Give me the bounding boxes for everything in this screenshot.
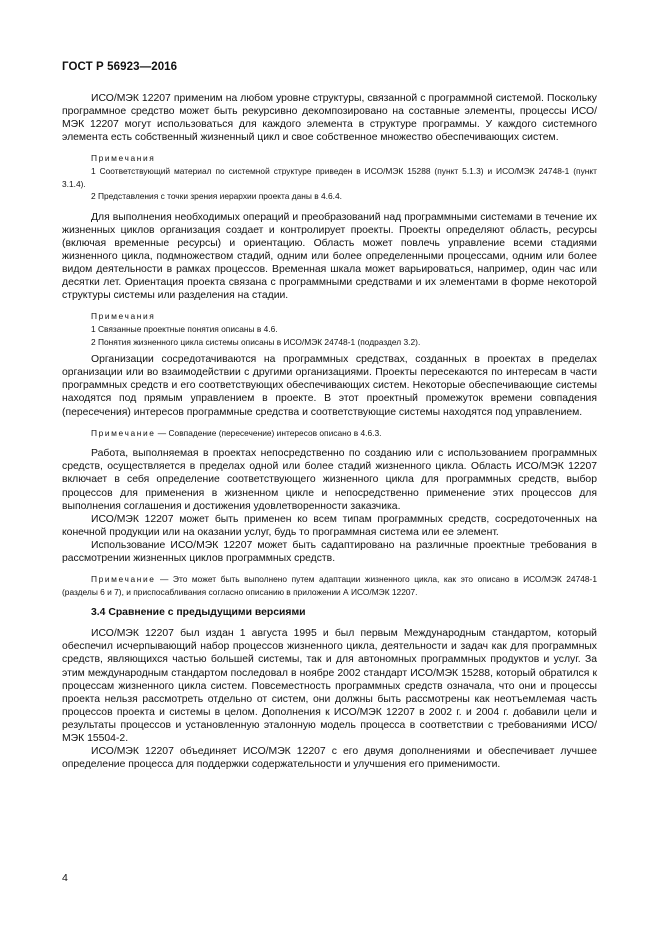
paragraph: ИСО/МЭК 12207 может быть применен ко всем типам программных средств, сосредоточенных на конечной продукции или на оказании услуг, будь то программная система или ее элемент.: [62, 513, 597, 538]
note-text: — Совпадение (пересечение) интересов описано в 4.6.3.: [155, 427, 382, 438]
paragraph: Работа, выполняемая в проектах непосредственно по созданию или с использованием программных средств, осуществляется в пределах одной или более стадий жизненного цикла. Область ИСО/МЭК 12207 включает в себя определение соответствующего жизненного цикла для программных средств, выбор процессов для применения в жизненном цикле и непосредственно применение этих процессов для выполнения соглашения и достижения удовлетворенности заказчика.: [62, 448, 597, 512]
notes-title: Примечания: [91, 153, 156, 164]
note-label: Примечание: [91, 574, 156, 585]
section-heading: 3.4 Сравнение с предыдущими версиями: [91, 607, 306, 619]
paragraph: ИСО/МЭК 12207 объединяет ИСО/МЭК 12207 с его двумя дополнениями и обеспечивает лучшее определение процесса для поддержки содержательности и улучшения его применимости.: [62, 746, 597, 771]
notes-title: Примечания: [91, 311, 156, 322]
note-item: 1 Связанные проектные понятия описаны в 4.6.: [91, 324, 278, 334]
note-item: 2 Представления с точки зрения иерархии проекта даны в 4.6.4.: [91, 191, 342, 202]
paragraph: Организации сосредотачиваются на программных средствах, созданных в проектах в пределах организации или во взаимодействии с другими организациями. Проекты пересекаются по интересам в части программных средств и его соответствующих обеспечивающих систем. Некоторые обеспечивающие системы находятся под прямым управлением в проекте. В этот проектный промежуток времени совпадения (пересечения) интересов программные средства и соответствующие системы находятся под управлением.: [62, 354, 597, 418]
note: [62, 573, 597, 598]
paragraph: ИСО/МЭК 12207 применим на любом уровне структуры, связанной с программной системой. Поскольку программное средство может быть рекурсивно декомпозировано на составные элементы, процессы ИСО/МЭК 12207 могут использоваться для каждого элемента в структуре программы. У каждого системного элемента есть собственный жизненный цикл и свое собственное множество обеспечивающих систем.: [62, 93, 597, 144]
note-item: 2 Понятия жизненного цикла системы описаны в ИСО/МЭК 24748-1 (подраздел 3.2).: [91, 336, 421, 347]
paragraph: Для выполнения необходимых операций и преобразований над программными системами в течение их жизненных циклов организация создает и контролирует проекты. Проекты определяют область, ресурсы (включая временные ресурсы) и ориентацию. Область может повлечь управление всеми стадиями жизненного цикла, подмножеством стадий, одним или более определенными процессами, одним или более видом деятельности в рамках процессов. Временная шкала может варьироваться, например, один час или десятки лет. Ориентация проекта связана с программными средствами и их элементами в форме некоторой структуры системы или разделения на стадии.: [62, 211, 597, 302]
note-label: Примечание: [91, 427, 156, 438]
note-text: — Это может быть выполнено путем адаптации жизненного цикла, как это описано в ИСО/МЭК 24748-1 (разделы 6 и 7), и приспосабливания согласно описанию в приложении А ИСО/МЭК 12207.: [62, 574, 597, 597]
note-item: 1 Соответствующий материал по системной структуре приведен в ИСО/МЭК 15288 (пункт 5.1.3) и ИСО/МЭК 24748-1 (пункт 3.1.4).: [62, 165, 597, 189]
document-header: ГОСТ Р 56923—2016: [62, 61, 178, 73]
page-number: 4: [62, 872, 68, 884]
page-content: [62, 92, 597, 771]
note: [62, 427, 597, 440]
paragraph: Использование ИСО/МЭК 12207 может быть садаптировано на различные проектные требования в рассмотрении жизненных циклов программных средств.: [62, 539, 597, 564]
paragraph: ИСО/МЭК 12207 был издан 1 августа 1995 и был первым Международным стандартом, который обеспечил исчерпывающий набор процессов жизненного цикла, деятельности и задач как для программных средств, являющихся частью большей системы, так и для автономных программных продуктов и услуг. За этим международным стандартом последовал в ноябре 2002 стандарт ИСО/МЭК 15288, который обратился к процессам жизненного цикла систем. Повсеместность программных средств означала, что они и процессы проекта нельзя рассмотреть отдельно от систем, они должны быть рассмотрены как неотъемлемая часть процессов проекта и системы в целом. Дополнения к ИСО/МЭК 12207 в 2002 г. и 2004 г. добавили цели и результаты процессов и установленную эталонную модель процесса в соответствии с требованиями ИСО/МЭК 15504-2.: [62, 628, 597, 745]
